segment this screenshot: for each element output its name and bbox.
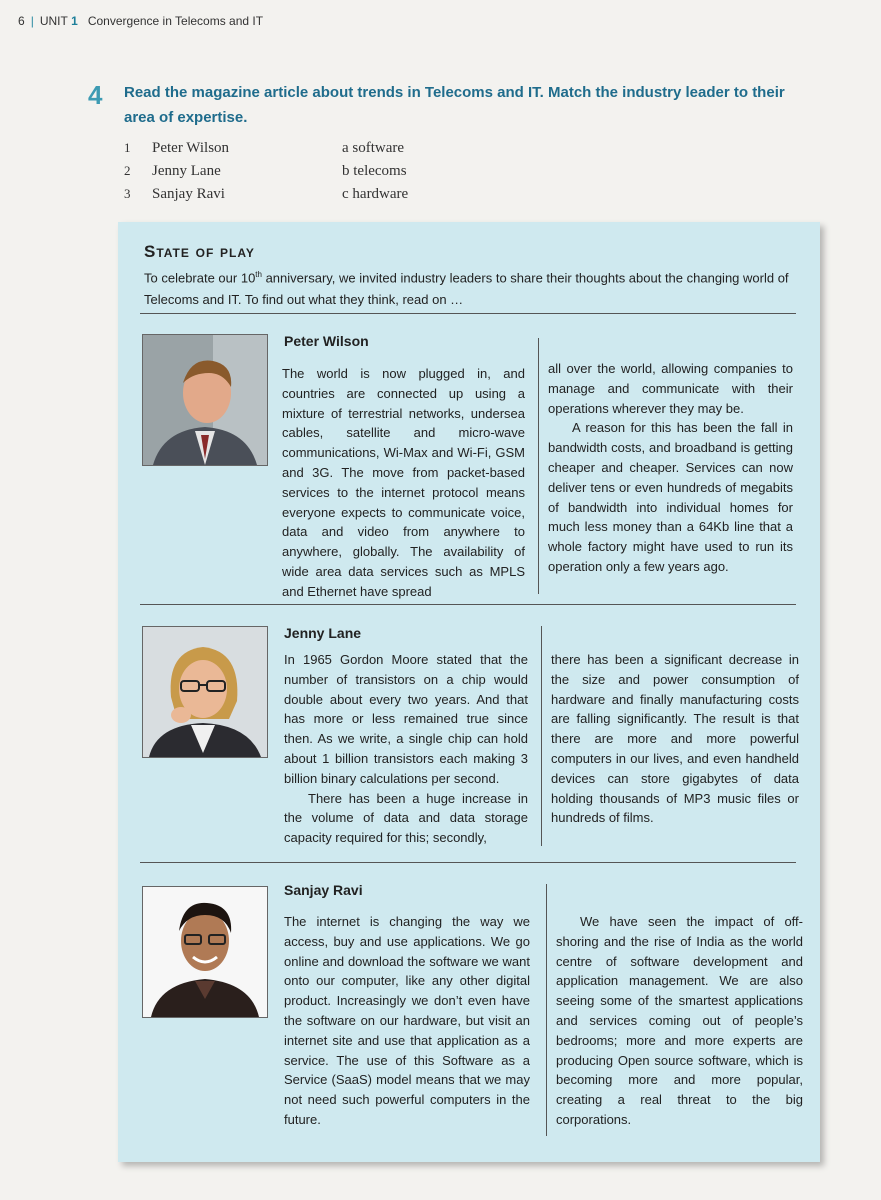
unit-label: UNIT (39, 14, 68, 28)
portrait-photo (142, 334, 268, 466)
person-name: Sanjay Ravi (284, 882, 363, 898)
unit-title: Convergence in Telecoms and IT (87, 14, 264, 28)
page-number: 6 (18, 14, 25, 28)
article-paragraph: There has been a huge increase in the volume of data and data storage capacity required for this; secondly, (284, 790, 528, 846)
intro-text-end: anniversary, we invited industry leaders to share their thoughts about the changing world of Telecoms and IT. To find out what they think, read on … (144, 270, 789, 308)
article-column-right (551, 650, 799, 828)
column-divider (541, 626, 542, 846)
portrait-photo (142, 886, 268, 1018)
article-paragraph: In 1965 Gordon Moore stated that the number of transistors on a chip would double about every two years. And that has more or less remained true since then. As we write, a single chip can hold about 1 billion transistors each making 3 billion binary calculations per second. (284, 652, 528, 786)
match-number: 2 (124, 163, 131, 178)
portrait-photo (142, 626, 268, 758)
unit-number: 1 (71, 14, 78, 28)
portrait-man-smiling-icon (143, 887, 267, 1017)
header-separator: | (30, 14, 34, 28)
article-column-left (284, 650, 528, 848)
article-paragraph: A reason for this has been the fall in bandwidth costs, and broadband is getting cheaper and cheaper. Services can now deliver tens or even hundreds of megabits of bandwidth into individual homes for much less money than a 64Kb line that a whole factory might have used to run its operation only a few years ago. (548, 420, 793, 574)
match-option: b telecoms (342, 163, 407, 179)
matching-exercise (124, 140, 524, 209)
portrait-man-suit-icon (143, 335, 267, 465)
article-column-right (548, 359, 793, 577)
match-row (124, 140, 524, 163)
match-row (124, 163, 524, 186)
divider-rule (140, 862, 796, 863)
match-name: Sanjay Ravi (152, 186, 225, 202)
article-intro (144, 264, 794, 311)
column-divider (538, 338, 539, 594)
divider-rule (140, 604, 796, 605)
match-option: c hardware (342, 186, 409, 202)
intro-text-start: To celebrate our 10 (144, 270, 256, 286)
portrait-woman-glasses-icon (143, 627, 267, 757)
match-number: 3 (124, 186, 131, 201)
article-paragraph: We have seen the impact of off-shoring and the rise of India as the world centre of software development and application management. We are also seeing some of the smartest applications and services coming out of people’s bedrooms; more and more experts are producing Open source software, which is becoming more and more popular, creating a real threat to the big corporations. (556, 914, 803, 1127)
match-option: a software (342, 140, 405, 156)
task-instruction: Read the magazine article about trends in Telecoms and IT. Match the industry leader to their area of expertise. (124, 84, 785, 126)
article-paragraph: there has been a significant decrease in the size and power consumption of hardware and finally manufacturing costs are falling significantly. The result is that there are more and more powerful computers in our lives, and even handheld devices can store gigabytes of data holding thousands of MP3 music files or hundreds of films. (551, 652, 799, 826)
divider-rule (140, 313, 796, 314)
column-divider (546, 884, 547, 1136)
match-number: 1 (124, 140, 131, 155)
person-name: Jenny Lane (284, 625, 362, 641)
article-paragraph: The internet is changing the way we access, buy and use applications. We go online and download the software we want onto our computer, like any other digital product. Increasingly we don’t even have the software on our hardware, but visit an internet site and use that application as a service. The use of this Software as a Service (SaaS) model means that we may not need such powerful computers in the future. (284, 914, 530, 1127)
article-column-right (556, 912, 803, 1130)
intro-superscript: th (255, 270, 262, 279)
article-panel (118, 222, 820, 1162)
article-title: State of play (144, 242, 255, 261)
article-paragraph: The world is now plugged in, and countries are connected up using a mixture of terrestrial networks, undersea cables, satellite and micro-wave communications, Wi-Max and Wi-Fi, GSM and 3G. The move from packet-based services to the internet protocol means everyone expects to communicate voice, data and video from anywhere to anywhere, globally. The availability of wide area data services such as MPLS and Ethernet have spread (282, 366, 525, 599)
match-name: Jenny Lane (152, 163, 221, 179)
article-column-left (282, 364, 525, 602)
match-name: Peter Wilson (152, 140, 230, 156)
match-row (124, 186, 524, 209)
task-number: 4 (88, 80, 103, 110)
article-column-left (284, 912, 530, 1130)
person-name: Peter Wilson (284, 333, 369, 349)
article-paragraph: all over the world, allowing companies to manage and communicate with their operations wherever they may be. (548, 361, 793, 416)
running-header (18, 14, 263, 28)
